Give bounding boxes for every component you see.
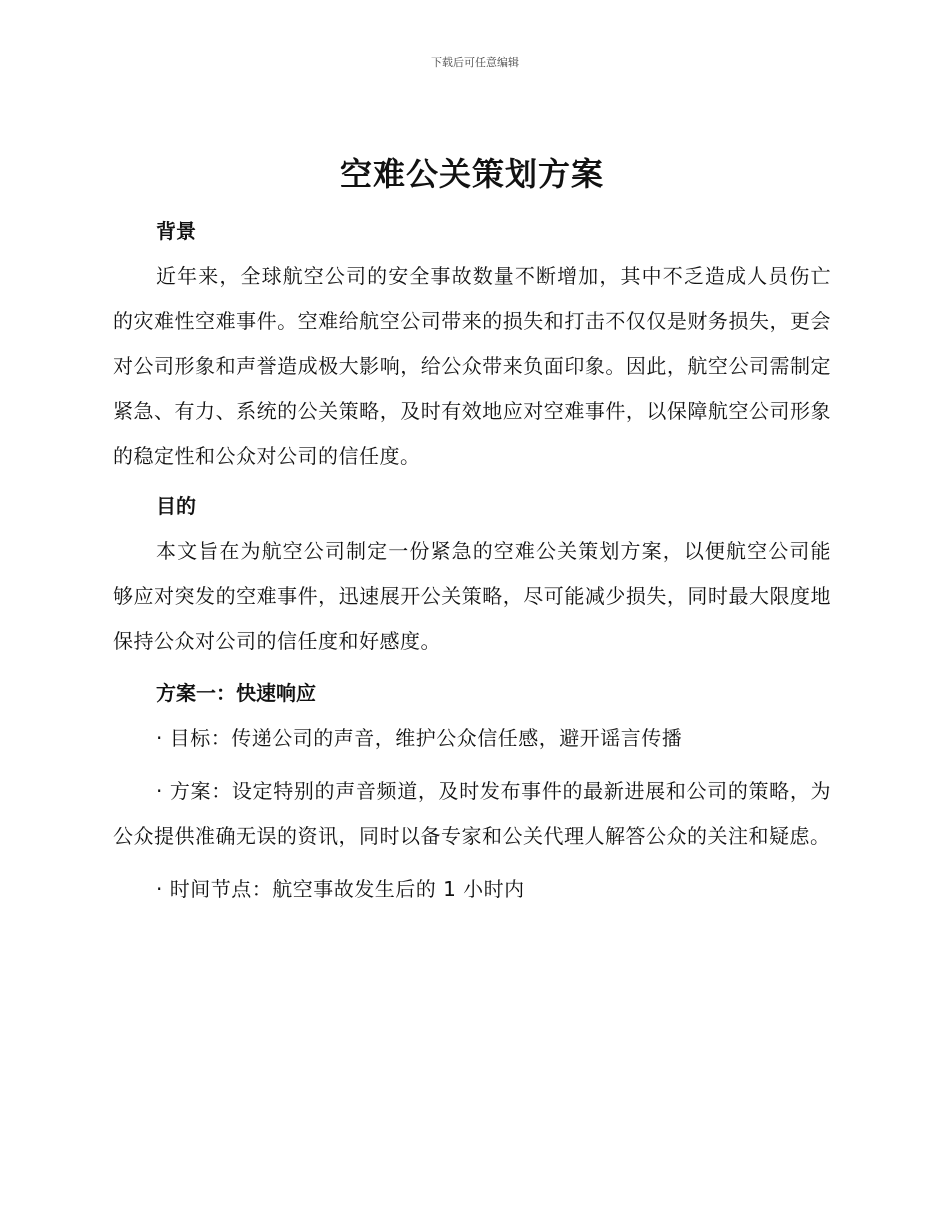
- header-note: 下载后可任意编辑: [431, 56, 519, 69]
- paragraph-purpose: 本文旨在为航空公司制定一份紧急的空难公关策划方案，以便航空公司能够应对突发的空难事件，迅速展开公关策略，尽可能减少损失，同时最大限度地保持公众对公司的信任度和好感度。: [113, 539, 831, 653]
- document-title: 空难公关策划方案: [339, 155, 604, 193]
- section-heading-purpose: 目的: [156, 494, 196, 518]
- section-heading-background: 背景: [156, 219, 196, 243]
- bullet-plan: · 方案：设定特别的声音频道，及时发布事件的最新进展和公司的策略，为公众提供准确无误的资讯，同时以备专家和公关代理人解答公众的关注和疑虑。: [113, 779, 831, 848]
- paragraph-background: 近年来，全球航空公司的安全事故数量不断增加，其中不乏造成人员伤亡的灾难性空难事件。空难给航空公司带来的损失和打击不仅仅是财务损失，更会对公司形象和声誉造成极大影响，给公众带来负面印象。因此，航空公司需制定紧急、有力、系统的公关策略，及时有效地应对空难事件，以保障航空公司形象的稳定性和公众对公司的信任度。: [113, 264, 831, 468]
- section-heading-plan-one: 方案一：快速响应: [156, 681, 316, 705]
- bullet-goal: · 目标：传递公司的声音，维护公众信任感，避开谣言传播: [156, 726, 683, 750]
- bullet-timing: · 时间节点：航空事故发生后的 1 小时内: [156, 877, 525, 901]
- document-body: [113, 148, 831, 912]
